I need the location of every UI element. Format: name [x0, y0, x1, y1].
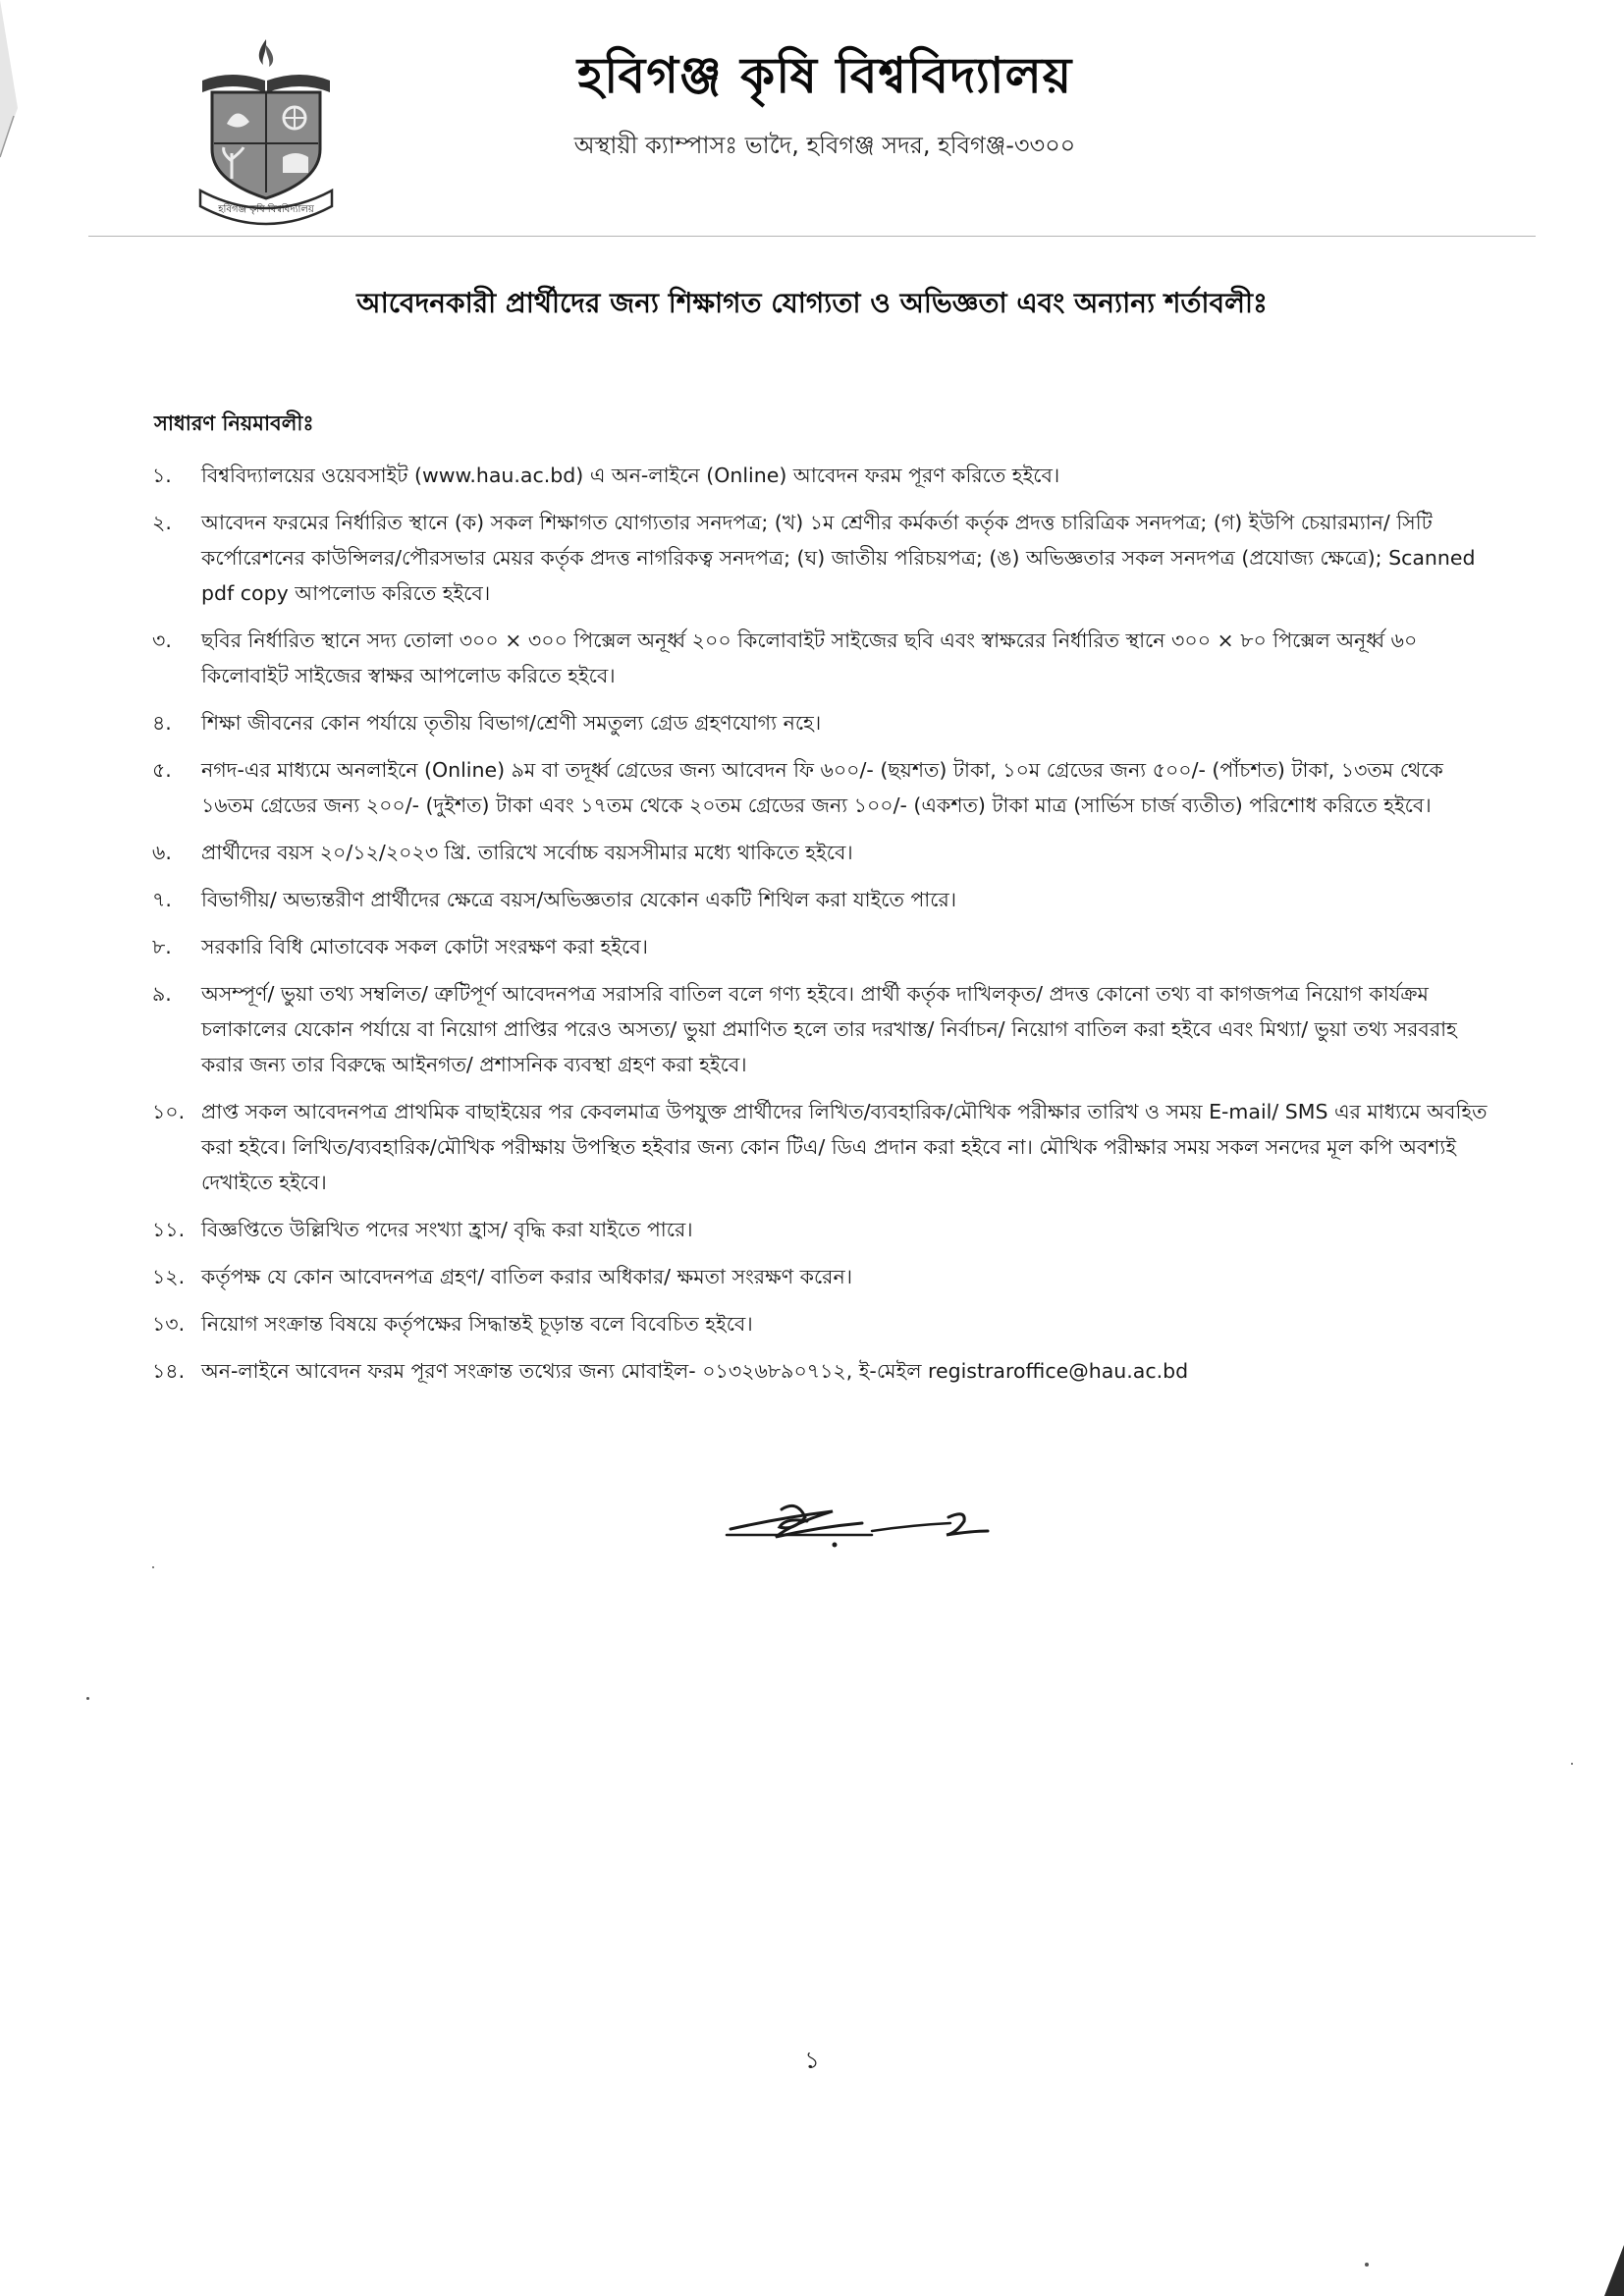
rules-list	[152, 458, 1497, 1400]
rule-item	[152, 1306, 1497, 1341]
scan-speck	[152, 1566, 154, 1568]
rule-item	[152, 929, 1497, 964]
rule-number: ৪.	[152, 711, 172, 735]
rule-text: ছবির নির্ধারিত স্থানে সদ্য তোলা ৩০০ × ৩০০ পিক্সেল অনূর্ধ্ব ২০০ কিলোবাইট সাইজের ছবি এবং স্বাক্ষরের নির্ধারিত স্থানে ৩০০ × ৮০ পিক্সেল অনূর্ধ্ব ৬০ কিলোবাইট সাইজের স্বাক্ষর আপলোড করিতে হইবে।	[201, 629, 1418, 687]
scan-speck	[1571, 1763, 1573, 1765]
rule-text: আবেদন ফরমের নির্ধারিত স্থানে (ক) সকল শিক্ষাগত যোগ্যতার সনদপত্র; (খ) ১ম শ্রেণীর কর্মকর্তা কর্তৃক প্রদত্ত চারিত্রিক সনদপত্র; (গ) ইউপি চেয়ারম্যান/ সিটি কর্পোরেশনের কাউন্সিলর/পৌরসভার মেয়র কর্তৃক প্রদত্ত নাগরিকত্ব সনদপত্র; (ঘ) জাতীয় পরিচয়পত্র; (ঙ) অভিজ্ঞতার সকল সনদপত্র (প্রযোজ্য ক্ষেত্রে); Scanned pdf copy আপলোড করিতে হইবে।	[201, 511, 1476, 605]
university-address: অস্থায়ী ক্যাম্পাসঃ ভাদৈ, হবিগঞ্জ সদর, হবিগঞ্জ-৩৩০০	[573, 132, 1076, 159]
rule-text: অসম্পূর্ণ/ ভুয়া তথ্য সম্বলিত/ ত্রুটিপূর্ণ আবেদনপত্র সরাসরি বাতিল বলে গণ্য হইবে। প্রার্থী কর্তৃক দাখিলকৃত/ প্রদত্ত কোনো তথ্য বা কাগজপত্র নিয়োগ কার্যক্রম চলাকালের যেকোন পর্যায়ে বা নিয়োগ প্রাপ্তির পরেও অসত্য/ ভুয়া প্রমাণিত হলে তার দরখাস্ত/ নির্বাচন/ নিয়োগ বাতিল করা হইবে এবং মিথ্যা/ ভুয়া তথ্য সরবরাহ করার জন্য তার বিরুদ্ধে আইনগত/ প্রশাসনিক ব্যবস্থা গ্রহণ করা হইবে।	[201, 982, 1457, 1076]
rule-number: ১১.	[152, 1218, 186, 1241]
rule-number: ১৪.	[152, 1359, 186, 1383]
rule-item	[152, 458, 1497, 493]
rule-text: প্রার্থীদের বয়স ২০/১২/২০২৩ খ্রি. তারিখে সর্বোচ্চ বয়সসীমার মধ্যে থাকিতে হইবে।	[201, 841, 853, 864]
rule-number: ৯.	[152, 982, 172, 1006]
rule-text: বিশ্ববিদ্যালয়ের ওয়েবসাইট (www.hau.ac.bd) এ অন-লাইনে (Online) আবেদন ফরম পূরণ করিতে হইবে।	[201, 464, 1060, 487]
rule-item	[152, 752, 1497, 823]
rule-number: ১৩.	[152, 1312, 186, 1336]
scan-corner-mark	[1585, 2237, 1624, 2296]
rule-item	[152, 505, 1497, 611]
rule-item	[152, 623, 1497, 693]
rule-item	[152, 835, 1497, 870]
rule-item	[152, 1094, 1497, 1200]
rule-number: ৭.	[152, 888, 172, 911]
rule-item	[152, 976, 1497, 1082]
university-name: হবিগঞ্জ কৃষি বিশ্ববিদ্যালয়	[576, 47, 1073, 104]
rule-item	[152, 1259, 1497, 1294]
rule-number: ৩.	[152, 629, 172, 652]
rule-text: বিজ্ঞপ্তিতে উল্লিখিত পদের সংখ্যা হ্রাস/ বৃদ্ধি করা যাইতে পারে।	[201, 1218, 693, 1241]
scan-speck	[86, 1697, 89, 1700]
scan-speck	[1365, 2263, 1369, 2267]
rule-item	[152, 882, 1497, 917]
section-heading: সাধারণ নিয়মাবলীঃ	[154, 411, 314, 435]
rule-text: নিয়োগ সংক্রান্ত বিষয়ে কর্তৃপক্ষের সিদ্ধান্তই চূড়ান্ত বলে বিবেচিত হইবে।	[201, 1312, 753, 1336]
rule-text: কর্তৃপক্ষ যে কোন আবেদনপত্র গ্রহণ/ বাতিল করার অধিকার/ ক্ষমতা সংরক্ষণ করেন।	[201, 1265, 853, 1288]
rule-number: ৬.	[152, 841, 172, 864]
rule-number: ৮.	[152, 935, 172, 958]
rule-number: ৫.	[152, 758, 172, 782]
rule-item	[152, 1212, 1497, 1247]
page-number: ১	[804, 2047, 820, 2074]
rule-item	[152, 705, 1497, 740]
rule-number: ২.	[152, 511, 172, 534]
scan-corner-shadow	[0, 0, 39, 177]
rule-text: শিক্ষা জীবনের কোন পর্যায়ে তৃতীয় বিভাগ/শ্রেণী সমতুল্য গ্রেড গ্রহণযোগ্য নহে।	[201, 711, 822, 735]
rule-number: ১২.	[152, 1265, 186, 1288]
rule-text: প্রাপ্ত সকল আবেদনপত্র প্রাথমিক বাছাইয়ের পর কেবলমাত্র উপযুক্ত প্রার্থীদের লিখিত/ব্যবহারিক/মৌখিক পরীক্ষার তারিখ ও সময় E-mail/ SMS এর মাধ্যমে অবহিত করা হইবে। লিখিত/ব্যবহারিক/মৌখিক পরীক্ষায় উপস্থিত হইবার জন্য কোন টিএ/ ডিএ প্রদান করা হইবে না। মৌখিক পরীক্ষার সময় সকল সনদের মূল কপি অবশ্যই দেখাইতে হইবে।	[201, 1100, 1488, 1194]
university-emblem-icon	[192, 33, 340, 226]
document-title: আবেদনকারী প্রার্থীদের জন্য শিক্ষাগত যোগ্যতা ও অভিজ্ঞতা এবং অন্যান্য শর্তাবলীঃ	[356, 287, 1268, 319]
rule-item	[152, 1353, 1497, 1389]
rule-text: নগদ-এর মাধ্যমে অনলাইনে (Online) ৯ম বা তদূর্ধ্ব গ্রেডের জন্য আবেদন ফি ৬০০/- (ছয়শত) টাকা, ১০ম গ্রেডের জন্য ৫০০/- (পাঁচশত) টাকা, ১৩তম থেকে ১৬তম গ্রেডের জন্য ২০০/- (দুইশত) টাকা এবং ১৭তম থেকে ২০তম গ্রেডের জন্য ১০০/- (একশত) টাকা মাত্র (সার্ভিস চার্জ ব্যতীত) পরিশোধ করিতে হইবে।	[201, 758, 1443, 817]
signature-icon	[725, 1488, 1000, 1557]
svg-text:হবিগঞ্জ কৃষি বিশ্ববিদ্যালয়: হবিগঞ্জ কৃষি বিশ্ববিদ্যালয়	[218, 204, 314, 215]
rule-number: ১০.	[152, 1100, 186, 1123]
rule-text: সরকারি বিধি মোতাবেক সকল কোটা সংরক্ষণ করা হইবে।	[201, 935, 648, 958]
header-divider	[88, 236, 1536, 237]
rule-number: ১.	[152, 464, 172, 487]
rule-text: অন-লাইনে আবেদন ফরম পূরণ সংক্রান্ত তথ্যের জন্য মোবাইল- ০১৩২৬৮৯০৭১২, ই-মেইল registraroffice@hau.ac.bd	[201, 1359, 1189, 1383]
rule-text: বিভাগীয়/ অভ্যন্তরীণ প্রার্থীদের ক্ষেত্রে বয়স/অভিজ্ঞতার যেকোন একটি শিথিল করা যাইতে পারে।	[201, 888, 957, 911]
